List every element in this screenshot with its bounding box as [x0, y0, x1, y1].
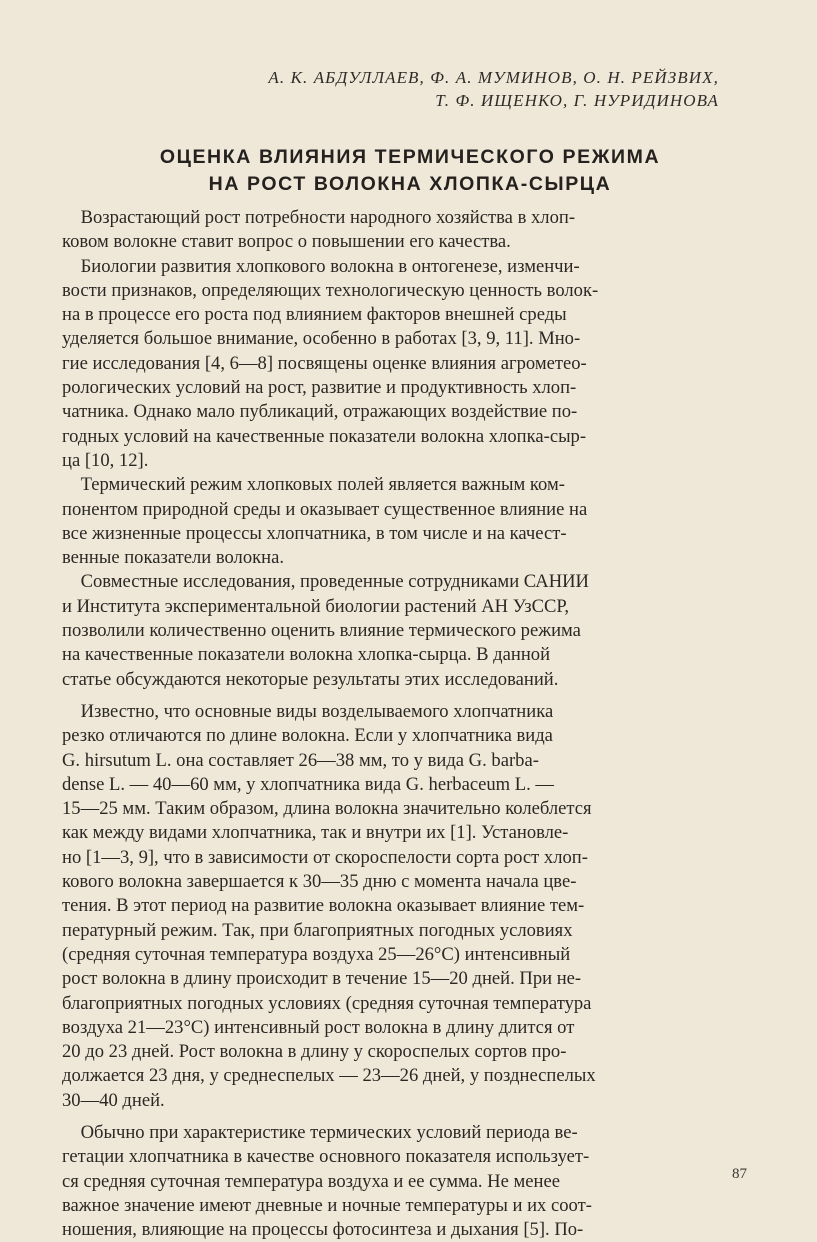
paragraph [62, 1121, 738, 1242]
paragraph-line: Биологии развития хлопкового волокна в онтогенезе, изменчи- [62, 255, 580, 277]
paragraph-line: кового волокна завершается к 30—35 дню с момента начала цве- [62, 871, 577, 893]
paragraph-line: гетации хлопчатника в качестве основного показателя использует- [62, 1146, 590, 1168]
paragraph-line: ношения, влияющие на процессы фотосинтеза и дыхания [5]. По- [62, 1219, 584, 1241]
paragraph-line: на качественные показатели волокна хлопка-сырца. В данной [62, 644, 551, 666]
paragraph-line: ца [10, 12]. [62, 449, 149, 471]
authors-line-1: А. К. АБДУЛЛАЕВ, Ф. А. МУМИНОВ, О. Н. РЕЙЗВИХ, [268, 68, 719, 87]
paragraph-line: Возрастающий рост потребности народного хозяйства в хлоп- [62, 207, 576, 228]
paragraph-line: и Института экспериментальной биологии растений АН УзССР, [62, 595, 570, 617]
paragraph-line: резко отличаются по длине волокна. Если у хлопчатника вида [62, 725, 553, 747]
page-number: 87 [732, 1166, 747, 1182]
paragraph-line: должается 23 дня, у среднеспелых — 23—26 дней, у позднеспелых [62, 1065, 596, 1087]
paragraph-line: гие исследования [4, 6—8] посвящены оценке влияния агрометео- [62, 352, 587, 374]
paragraph-line: как между видами хлопчатника, так и внутри их [1]. Установле- [62, 822, 569, 844]
paragraph-line: важное значение имеют дневные и ночные температуры и их соот- [62, 1194, 592, 1216]
paragraph [62, 473, 738, 570]
paragraph-line: на в процессе его роста под влиянием факторов внешней среды [62, 304, 567, 326]
paragraph-line: 15—25 мм. Таким образом, длина волокна значительно колеблется [62, 798, 592, 820]
article-body [62, 206, 738, 1242]
paragraph-line: воздуха 21—23°С) интенсивный рост волокна в длину длится от [62, 1016, 575, 1038]
paragraph [62, 570, 738, 691]
paragraph-line: вости признаков, определяющих технологическую ценность волок- [62, 279, 599, 301]
paragraph-line: Совместные исследования, проведенные сотрудниками САНИИ [62, 571, 589, 593]
authors-line-2: Т. Ф. ИЩЕНКО, Г. НУРИДИНОВА [435, 91, 719, 110]
paragraph [62, 206, 738, 255]
title-line-1: ОЦЕНКА ВЛИЯНИЯ ТЕРМИЧЕСКОГО РЕЖИМА [159, 146, 661, 168]
paragraph-gap [62, 692, 738, 700]
paragraph-line: ся средняя суточная температура воздуха и ее сумма. Не менее [62, 1170, 560, 1192]
paragraph-line: Обычно при характеристике термических условий периода ве- [62, 1121, 578, 1143]
paragraph-line: позволили количественно оценить влияние термического режима [62, 620, 581, 642]
paragraph-line: тения. В этот период на развитие волокна оказывает влияние тем- [62, 895, 585, 917]
paragraph-line: пературный режим. Так, при благоприятных погодных условиях [62, 919, 573, 941]
paragraph-line: G. hirsutum L. она составляет 26—38 мм, то у вида G. barba- [62, 749, 539, 771]
paragraph-line: уделяется большое внимание, особенно в работах [3, 9, 11]. Мно- [62, 328, 581, 350]
paragraph-line: 30—40 дней. [62, 1089, 165, 1111]
paragraph-line: рологических условий на рост, развитие и продуктивность хлоп- [62, 377, 577, 399]
paragraph-line: понентом природной среды и оказывает существенное влияние на [62, 498, 588, 520]
paragraph-line: Известно, что основные виды возделываемого хлопчатника [62, 700, 554, 722]
paragraph-line: dense L. — 40—60 мм, у хлопчатника вида G. herbaceum L. — [62, 773, 554, 795]
paragraph-line: благоприятных погодных условиях (средняя суточная температура [62, 992, 592, 1014]
paragraph-line: годных условий на качественные показатели волокна хлопка-сыр- [62, 425, 587, 447]
paragraph [62, 700, 738, 1113]
title-line-2: НА РОСТ ВОЛОКНА ХЛОПКА-СЫРЦА [208, 173, 612, 195]
article-title [60, 144, 760, 198]
paragraph-line: статье обсуждаются некоторые результаты этих исследований. [62, 668, 559, 690]
paragraph-line: Термический режим хлопковых полей является важным ком- [62, 474, 565, 496]
paragraph-line: (средняя суточная температура воздуха 25—26°С) интенсивный [62, 943, 571, 965]
paragraph-line: венные показатели волокна. [62, 547, 285, 569]
paragraph-line: 20 до 23 дней. Рост волокна в длину у скороспелых сортов про- [62, 1041, 567, 1063]
paragraph-line: рост волокна в длину происходит в течение 15—20 дней. При не- [62, 968, 582, 990]
paragraph-gap [62, 1113, 738, 1121]
paragraph-line: чатника. Однако мало публикаций, отражающих воздействие по- [62, 401, 578, 423]
authors-block [268, 66, 719, 112]
paragraph-line: ковом волокне ставит вопрос о повышении его качества. [62, 231, 511, 253]
paragraph [62, 255, 738, 474]
paragraph-line: все жизненные процессы хлопчатника, в том числе и на качест- [62, 522, 567, 544]
paragraph-line: но [1—3, 9], что в зависимости от скороспелости сорта рост хлоп- [62, 846, 588, 868]
